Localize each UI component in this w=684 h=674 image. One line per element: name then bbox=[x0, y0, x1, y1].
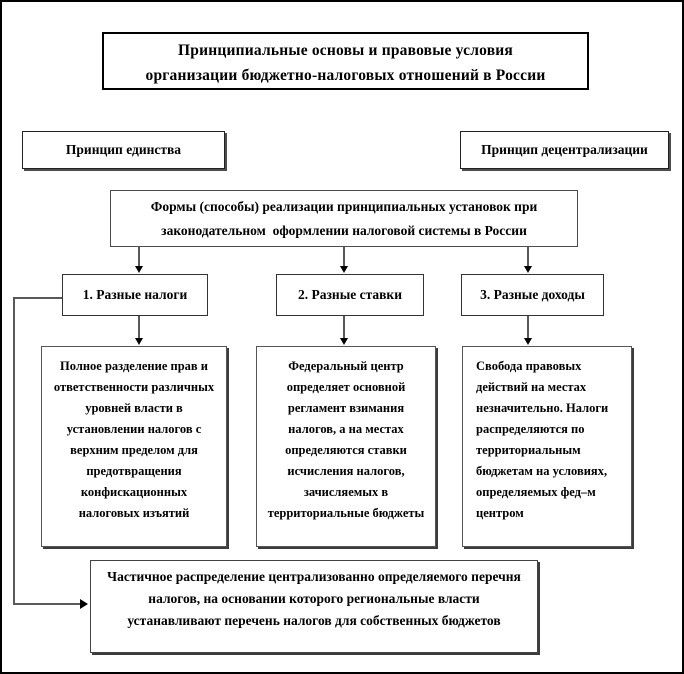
title-box bbox=[102, 32, 589, 90]
arrow-down-icon bbox=[340, 266, 348, 273]
connector-branch1-elbow-top bbox=[13, 297, 62, 299]
branch-2-label: 2. Разные ставки bbox=[298, 287, 402, 302]
branch-2-description-box bbox=[256, 346, 436, 547]
forms-line-2: законодательном оформлении налоговой системы в России bbox=[161, 223, 527, 238]
arrow-down-icon bbox=[524, 338, 532, 345]
title-line-2: организации бюджетно-налоговых отношений в России bbox=[145, 67, 546, 84]
arrow-down-icon bbox=[135, 338, 143, 345]
branch-2-box bbox=[276, 274, 424, 316]
forms-box bbox=[110, 190, 578, 247]
branch-2-description: Федеральный центр определяет основной регламент взимания налогов, а на местах определяются ставки исчисления налогов, зачисляемых в территориальные бюджеты bbox=[267, 359, 425, 520]
branch-3-description: Свобода правовых действий на местах незначительно. Налоги распределяются по территориальным бюджетам на условиях, определяемых фед–м центром bbox=[476, 359, 609, 520]
connector-forms-branch2 bbox=[343, 247, 345, 267]
connector-branch3-desc3 bbox=[527, 316, 529, 339]
branch-3-box bbox=[461, 274, 604, 316]
principle-unity-box bbox=[22, 131, 225, 169]
footer-box bbox=[90, 560, 538, 653]
arrow-down-icon bbox=[524, 266, 532, 273]
branch-1-description-box bbox=[41, 346, 227, 547]
footer-text: Частичное распределение централизованно определяемого перечня налогов, на основании которого региональные власти устанавливают перечень налогов для собственных бюджетов bbox=[107, 569, 521, 628]
connector-branch2-desc2 bbox=[343, 316, 345, 339]
connector-forms-branch3 bbox=[527, 247, 529, 267]
arrow-down-icon bbox=[340, 338, 348, 345]
branch-1-description: Полное разделение прав и ответственности различных уровней власти в установлении налогов с верхним пределом для предотвращения конфискационных налоговых изъятий bbox=[53, 359, 215, 520]
branch-1-box bbox=[62, 274, 208, 316]
principle-decentralization-box bbox=[460, 131, 669, 169]
branch-3-label: 3. Разные доходы bbox=[480, 287, 585, 302]
connector-branch1-elbow-vertical bbox=[13, 297, 15, 605]
arrow-down-icon bbox=[135, 266, 143, 273]
connector-forms-branch1 bbox=[138, 247, 140, 267]
title-line-1: Принципиальные основы и правовые условия bbox=[178, 42, 513, 59]
connector-branch1-desc1 bbox=[138, 316, 140, 339]
principle-decentralization-label: Принцип децентрализации bbox=[481, 142, 648, 157]
connector-branch1-elbow-bottom bbox=[13, 603, 81, 605]
arrow-right-icon bbox=[80, 599, 88, 609]
principle-unity-label: Принцип единства bbox=[65, 142, 182, 157]
forms-line-1: Формы (способы) реализации принципиальных установок при bbox=[150, 199, 538, 214]
branch-3-description-box bbox=[462, 346, 632, 547]
branch-1-label: 1. Разные налоги bbox=[82, 287, 188, 302]
